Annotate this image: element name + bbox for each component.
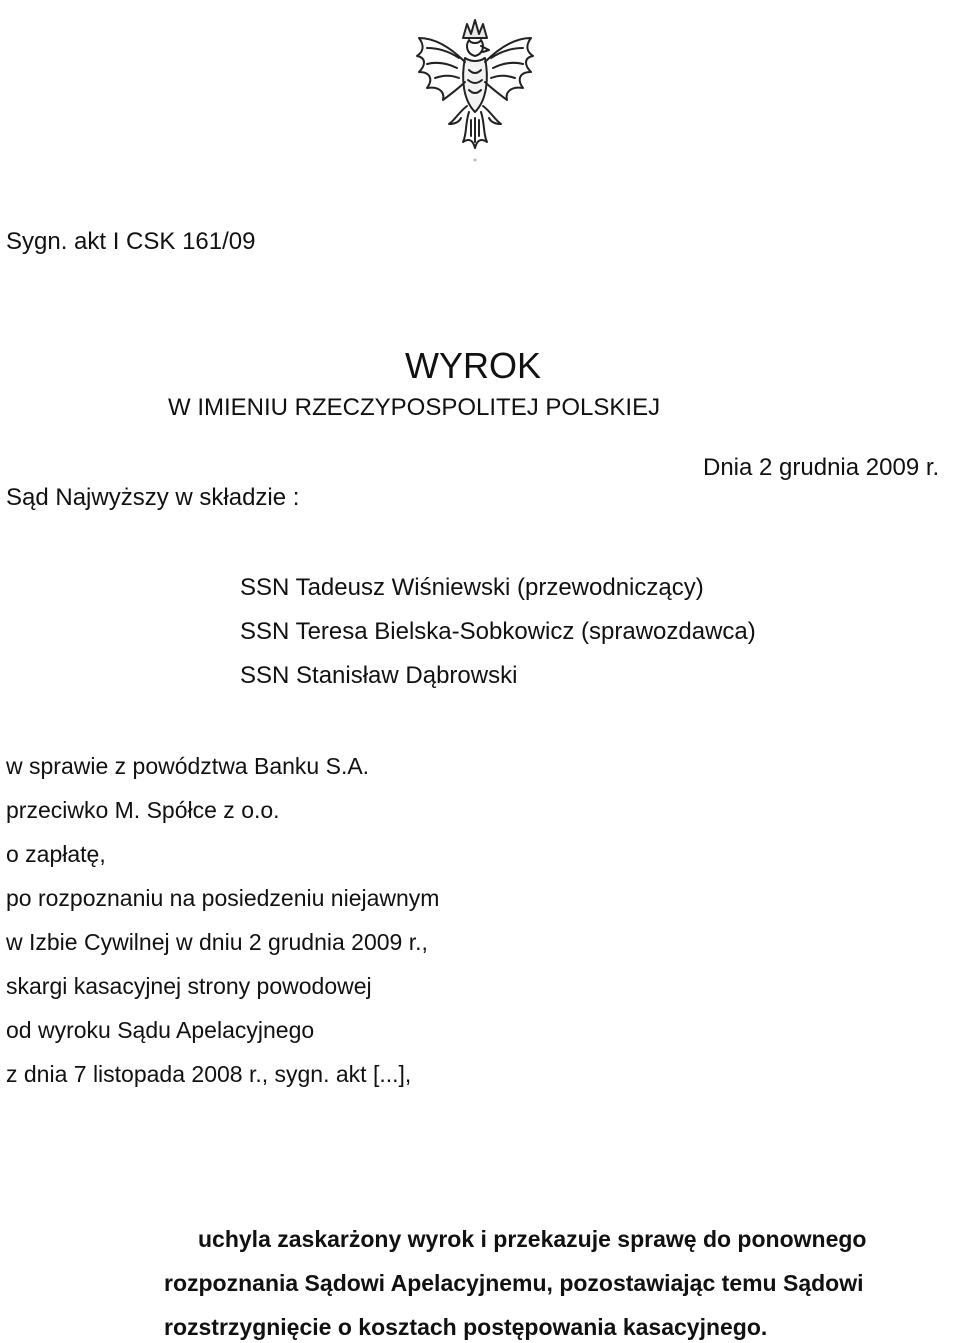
- case-line-subject: o zapłatę,: [6, 841, 106, 867]
- panel-member-rapporteur: SSN Teresa Bielska-Sobkowicz (sprawozdawca): [240, 618, 756, 645]
- case-line-court: od wyroku Sądu Apelacyjnego: [6, 1017, 315, 1043]
- panel-member: SSN Stanisław Dąbrowski: [240, 662, 518, 689]
- case-line-defendant: przeciwko M. Spółce z o.o.: [6, 797, 280, 823]
- case-line-claimant: w sprawie z powództwa Banku S.A.: [6, 753, 370, 779]
- judgment-date: Dnia 2 grudnia 2009 r.: [703, 454, 940, 481]
- case-signature: Sygn. akt I CSK 161/09: [6, 228, 256, 255]
- verdict-line-1: uchyla zaskarżony wyrok i przekazuje sprawę do ponownego: [198, 1226, 867, 1252]
- case-line-appeal: skargi kasacyjnej strony powodowej: [6, 973, 372, 999]
- case-line-session: po rozpoznaniu na posiedzeniu niejawnym: [6, 885, 440, 911]
- document-subtitle: W IMIENIU RZECZYPOSPOLITEJ POLSKIEJ: [168, 394, 661, 421]
- verdict-line-3: rozstrzygnięcie o kosztach postępowania kasacyjnego.: [164, 1314, 768, 1340]
- case-line-chamber: w Izbie Cywilnej w dniu 2 grudnia 2009 r.,: [6, 929, 428, 955]
- panel-member-chair: SSN Tadeusz Wiśniewski (przewodniczący): [240, 574, 704, 601]
- court-composition-label: Sąd Najwyższy w składzie :: [6, 484, 300, 511]
- verdict-line-2: rozpoznania Sądowi Apelacyjnemu, pozostawiając temu Sądowi: [164, 1270, 864, 1296]
- polish-eagle-emblem-icon: [405, 8, 545, 168]
- document-title: WYROK: [405, 345, 542, 386]
- case-line-date: z dnia 7 listopada 2008 r., sygn. akt [...],: [6, 1061, 412, 1087]
